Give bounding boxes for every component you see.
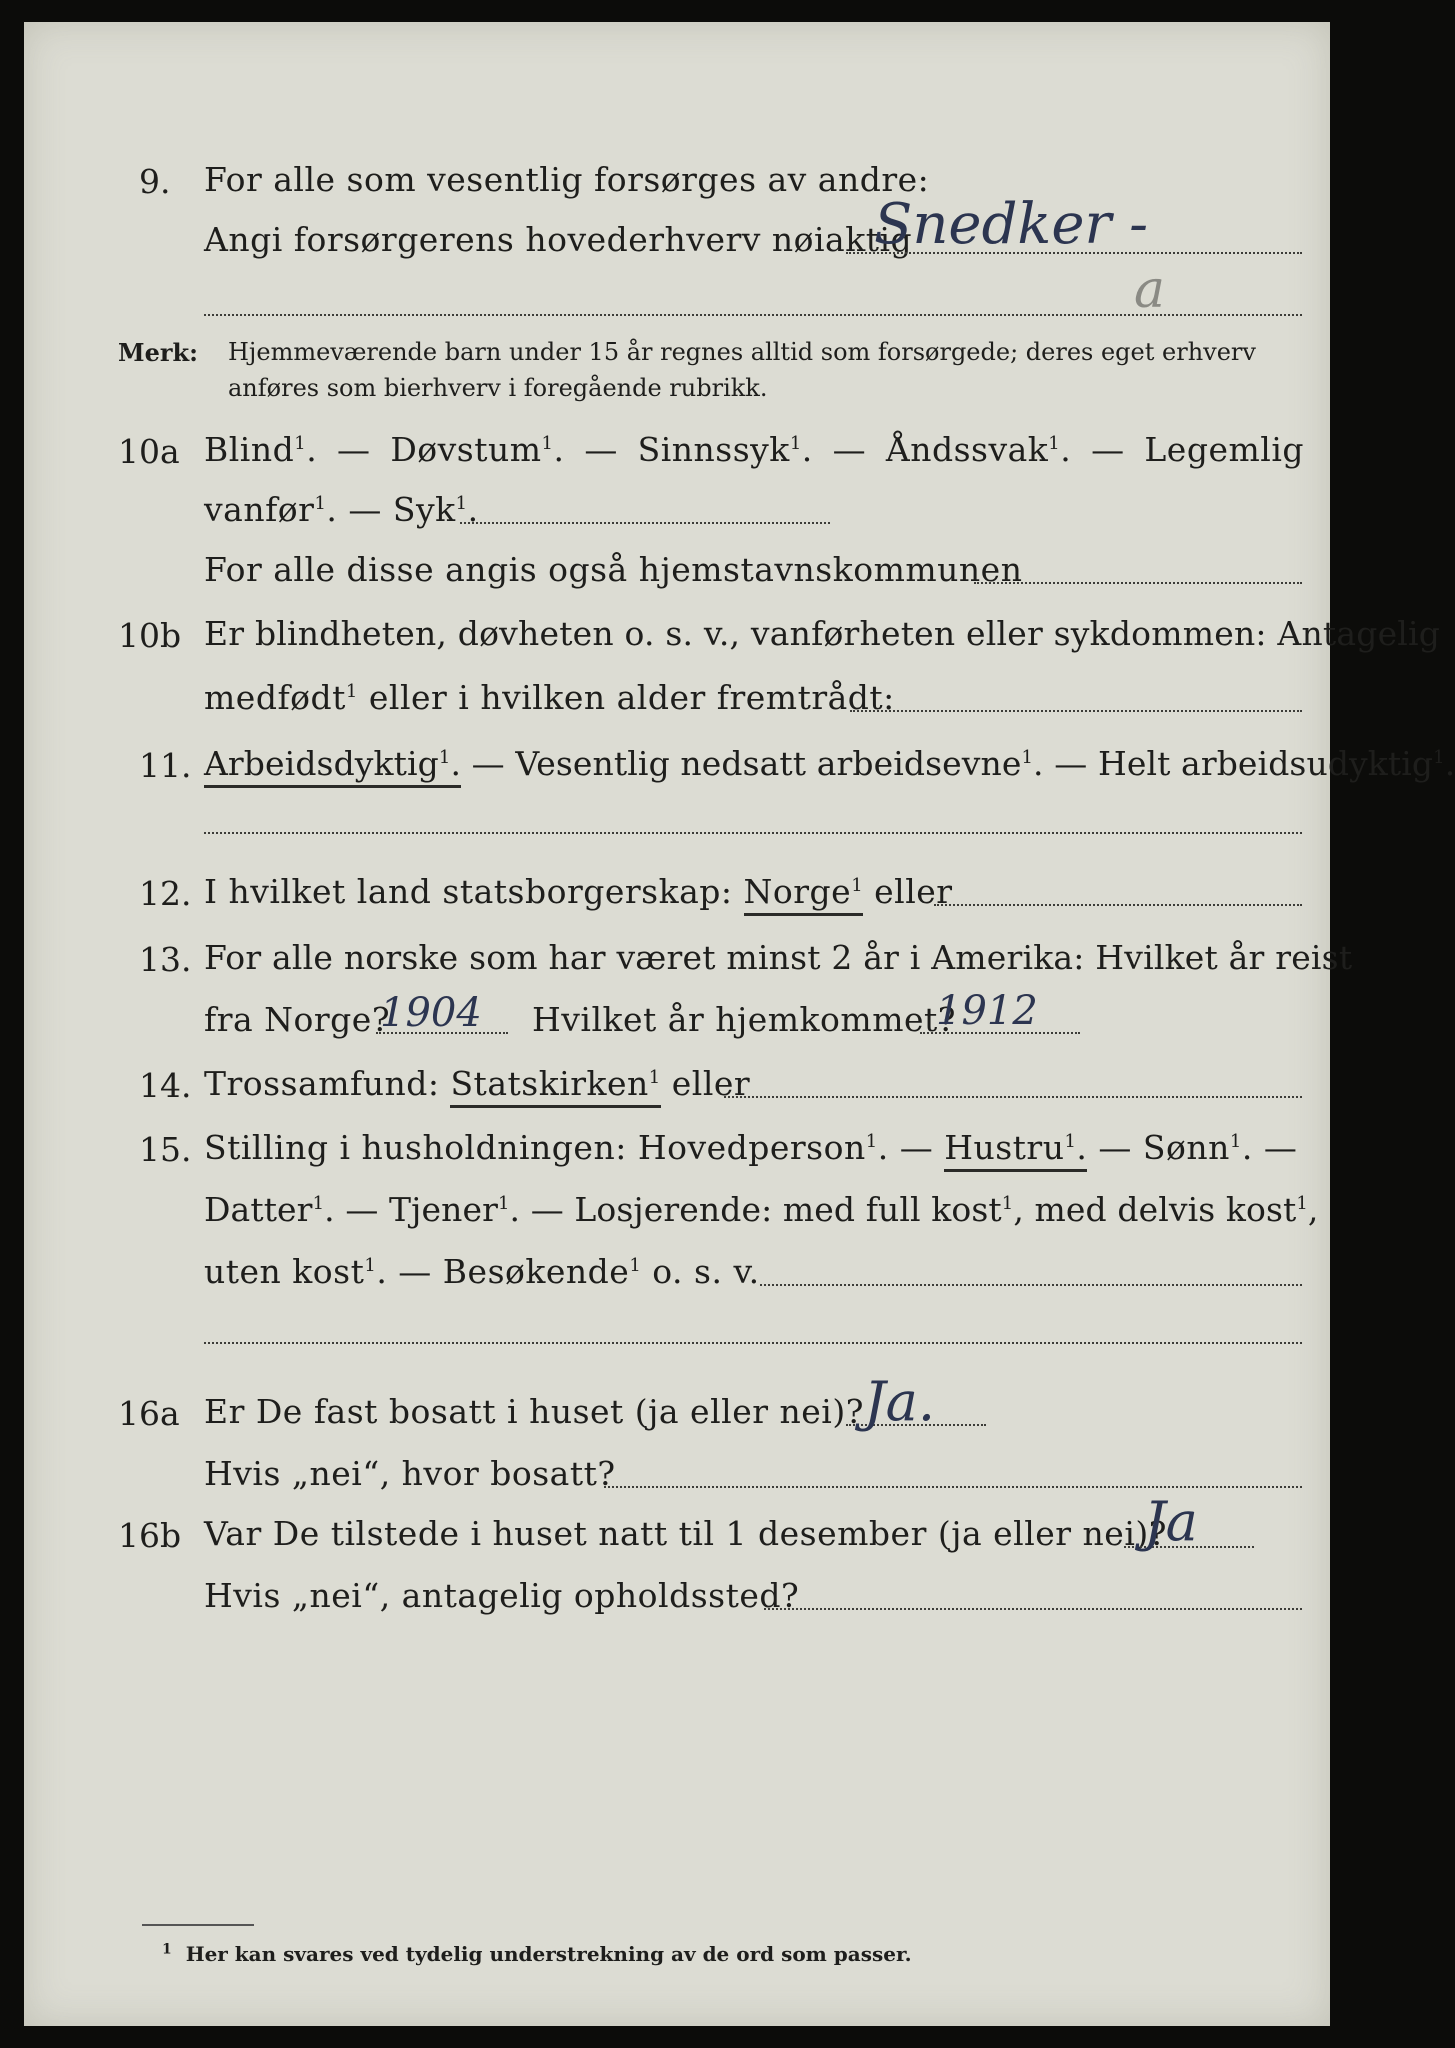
q13-handwritten-year-left: 1904 [380,990,482,1036]
q10a-legemlig: Legemlig [1144,430,1304,469]
q15-answer-line [760,1284,1302,1286]
q9-line2: Angi forsørgerens hovederhverv nøiaktig [204,220,913,259]
q11-number: 11. [139,746,192,785]
q11-arbeidsdyktig-underlined: Arbeidsdyktig$^1$. [204,744,461,788]
q13-number: 13. [139,940,192,979]
q16b-line1: Var De tilstede i huset natt til 1 desember (ja eller nei)? [204,1514,1167,1553]
q10a-andssvak: Åndssvak$^1$. [885,430,1072,469]
q12-number: 12. [139,874,192,913]
q13-line1: For alle norske som har været minst 2 år i Amerika: Hvilket år reist [204,938,1353,977]
merk-line1: Hjemmeværende barn under 15 år regnes alltid som forsørgede; deres eget erhverv [228,338,1256,366]
q10a-line2: vanfør$^1$. — Syk$^1$. [204,490,479,529]
merk-label: Merk: [118,338,198,367]
q12-norge-underlined: Norge$^1$ [744,872,864,916]
q15-number: 15. [139,1130,192,1169]
q14-line: Trossamfund: Statskirken$^1$ eller [204,1064,750,1103]
q16a-handwritten-answer: Ja. [864,1370,936,1433]
q13-fra-label: fra Norge? [204,1000,391,1039]
q16b-handwritten-answer: Ja [1144,1490,1198,1553]
q15-line3: uten kost$^1$. — Besøkende$^1$ o. s. v. [204,1252,760,1291]
q10b-line2: medfødt$^1$ eller i hvilken alder fremtrådt: [204,678,895,717]
footnote-separator [142,1924,254,1926]
q10b-line1: Er blindheten, døvheten o. s. v., vanførheten eller sykdommen: Antagelig [204,614,1441,653]
q16b-number: 16b [118,1516,182,1555]
q14-statskirken-underlined: Statskirken$^1$ [450,1064,660,1108]
q10b-answer-line [850,710,1302,712]
q16a-bosatt-line [604,1486,1302,1488]
q15-line2: Datter$^1$. — Tjener$^1$. — Losjerende: med full kost$^1$, med delvis kost$^1$, [204,1190,1319,1229]
q14-number: 14. [139,1066,192,1105]
q10a-hjemstavn-line [974,582,1302,584]
q12-answer-line [934,904,1302,906]
q10a-dovstum: Døvstum$^1$. [390,430,565,469]
q16b-line2: Hvis „nei“, antagelig opholdssted? [204,1576,800,1615]
q13-hjem-label: Hvilket år hjemkommet? [532,1000,956,1039]
q11-line1: Arbeidsdyktig$^1$. — Vesentlig nedsatt arbeidsevne$^1$. — Helt arbeidsudyktig$^1$. [204,744,1455,783]
q15-extra-line [204,1342,1302,1344]
q10b-number: 10b [118,616,182,655]
q10a-line3: For alle disse angis også hjemstavnskommunen [204,550,1023,589]
merk-line2: anføres som bierhverv i foregående rubrikk. [228,374,768,402]
q16a-number: 16a [118,1394,180,1433]
q10a-number: 10a [118,432,180,471]
q13-handwritten-year-home: 1912 [936,988,1038,1034]
q16a-line2: Hvis „nei“, hvor bosatt? [204,1454,616,1493]
q16a-line1: Er De fast bosatt i huset (ja eller nei)? [204,1392,864,1431]
q9-pencil-mark: a [1134,260,1166,320]
dash: — [832,430,867,469]
q15-line1: Stilling i husholdningen: Hovedperson$^1$. — Hustru$^1$. — Sønn$^1$. — [204,1128,1297,1167]
q16b-opholdssted-line [764,1608,1302,1610]
q9-number: 9. [139,162,171,201]
q10a-syk-line [460,522,830,524]
q10a-blind: Blind$^1$. [204,430,318,469]
q10a-line1 [204,430,1304,469]
q10a-sinnssyk: Sinnssyk$^1$. [637,430,813,469]
census-form-page [24,22,1455,2026]
dash: — [337,430,371,469]
dash: — [1091,430,1125,469]
dash: — [584,430,618,469]
q9-line1: For alle som vesentlig forsørges av andre: [204,160,930,199]
q14-answer-line [724,1096,1302,1098]
q11-extra-line [204,832,1302,834]
q15-hustru-underlined: Hustru$^1$. [944,1128,1087,1172]
q9-handwritten-answer: Snedker - [874,192,1148,257]
footnote: $^1$ Her kan svares ved tydelig understrekning av de ord som passer. [162,1941,912,1966]
q12-line: I hvilket land statsborgerskap: Norge$^1$ eller [204,872,953,911]
